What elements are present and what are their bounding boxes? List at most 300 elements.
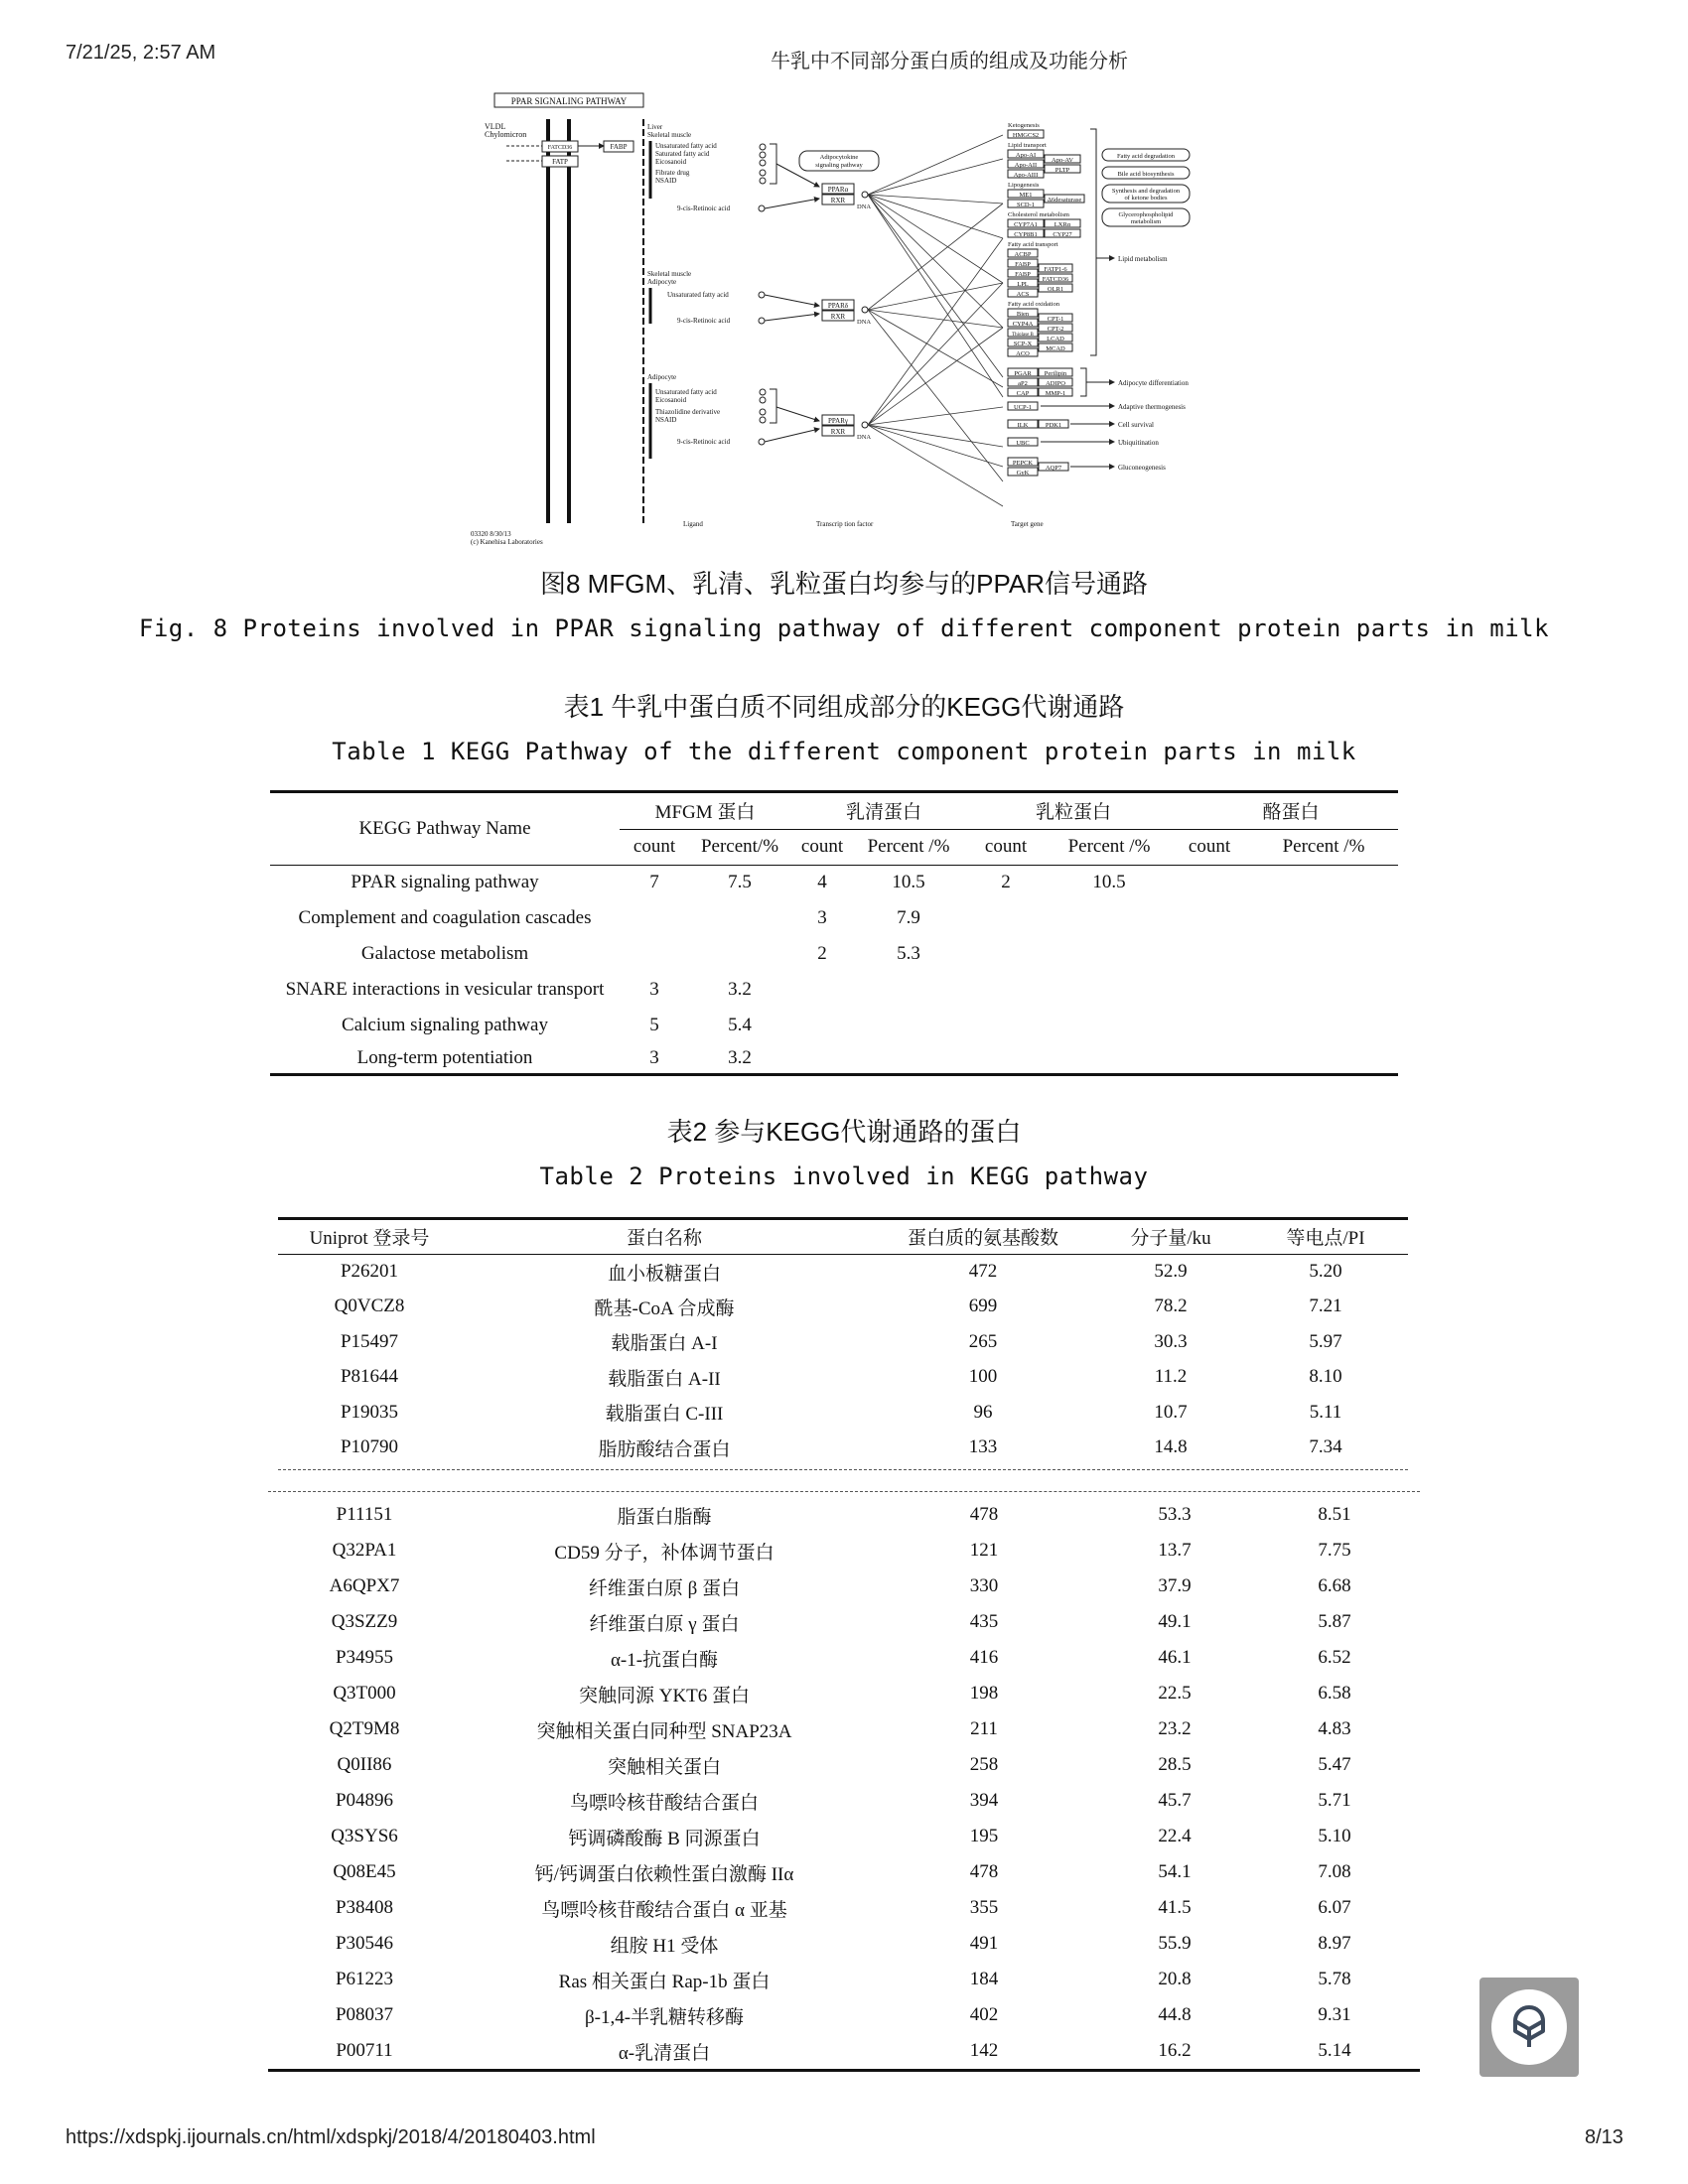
svg-text:Eicosanoid: Eicosanoid <box>655 396 687 404</box>
svg-text:DNA: DNA <box>857 204 872 210</box>
table1-sub-percent: Percent /% <box>1067 836 1151 857</box>
table-cell: 纤维蛋白原 γ 蛋白 <box>589 1613 740 1635</box>
table-cell: 4 <box>817 872 827 893</box>
table1-sub-count: count <box>984 836 1028 857</box>
table-cell: 20.8 <box>1158 1969 1192 1989</box>
table-cell <box>1249 1043 1398 1073</box>
table-cell: P30546 <box>335 1933 394 1954</box>
table-row <box>268 1783 1420 1819</box>
svg-text:SCD-1: SCD-1 <box>1016 202 1036 208</box>
table-cell: P11151 <box>336 1504 393 1525</box>
openai-logo-icon[interactable] <box>1479 1978 1579 2077</box>
svg-text:Apo-AIII: Apo-AIII <box>1013 172 1039 179</box>
page-title: 牛乳中不同部分蛋白质的组成及功能分析 <box>771 51 1128 72</box>
table-cell: 52.9 <box>1154 1261 1188 1282</box>
pathway-name: Galactose metabolism <box>360 943 529 964</box>
table-cell: 载脂蛋白 A-I <box>611 1333 718 1355</box>
table1-group-mfgm: MFGM 蛋白 <box>620 793 790 829</box>
table-cell: 37.9 <box>1158 1575 1192 1596</box>
table-cell <box>790 1008 854 1043</box>
svg-text:DNA: DNA <box>857 434 872 441</box>
table-cell: P15497 <box>340 1330 399 1352</box>
svg-text:9-cis-Retinoic acid: 9-cis-Retinoic acid <box>677 438 731 446</box>
table1-sub-count: count <box>1188 836 1231 857</box>
table-cell: 211 <box>970 1718 998 1739</box>
table-cell <box>1049 1043 1170 1073</box>
svg-text:RXR: RXR <box>830 313 846 321</box>
svg-text:NSAID: NSAID <box>655 416 677 424</box>
table-cell: 载脂蛋白 C-III <box>605 1404 724 1426</box>
table-cell: 54.1 <box>1158 1861 1192 1882</box>
table-cell: 5.20 <box>1309 1261 1342 1282</box>
table-cell: 22.5 <box>1158 1683 1192 1704</box>
table-cell <box>689 900 790 936</box>
table-cell: 53.3 <box>1158 1504 1192 1525</box>
svg-text:VLDL: VLDL <box>485 122 506 131</box>
svg-text:Adipocyte: Adipocyte <box>647 278 677 286</box>
svg-text:Cholesterol metabolism: Cholesterol metabolism <box>1008 211 1069 218</box>
table-cell <box>854 972 963 1008</box>
table-cell: 44.8 <box>1158 2004 1192 2025</box>
table-row <box>268 2033 1420 2069</box>
table-cell: 突触同源 YKT6 蛋白 <box>578 1685 751 1706</box>
svg-text:PPARδ: PPARδ <box>827 302 849 310</box>
svg-text:FATCD36: FATCD36 <box>547 145 573 151</box>
table-row <box>268 1819 1420 1854</box>
svg-text:CYP4A: CYP4A <box>1012 321 1034 328</box>
table-row <box>268 1997 1420 2033</box>
table-row <box>278 1254 1408 1290</box>
table-cell: 3 <box>649 979 659 1000</box>
svg-text:FATP: FATP <box>552 158 568 166</box>
svg-text:HMGCS2: HMGCS2 <box>1012 132 1040 139</box>
table-cell: 酰基-CoA 合成酶 <box>594 1297 735 1319</box>
table2-caption-cn: 表2 参与KEGG代谢通路的蛋白 <box>666 1117 1022 1147</box>
svg-text:OLR1: OLR1 <box>1047 286 1064 293</box>
table-cell <box>963 900 1049 936</box>
table-cell: 258 <box>969 1754 999 1775</box>
table-cell: 13.7 <box>1158 1540 1192 1561</box>
svg-text:NSAID: NSAID <box>655 177 677 185</box>
svg-text:ME1: ME1 <box>1019 192 1033 199</box>
svg-text:CPT-2: CPT-2 <box>1047 326 1064 333</box>
table-cell: P81644 <box>340 1366 399 1388</box>
svg-text:Transcrip tion factor: Transcrip tion factor <box>816 520 874 528</box>
table-cell: P10790 <box>340 1436 399 1458</box>
table-cell: 28.5 <box>1158 1754 1192 1775</box>
svg-text:ADIPO: ADIPO <box>1046 380 1065 387</box>
page-url[interactable]: https://xdspkj.ijournals.cn/html/xdspkj/2018/4/20180403.html <box>66 2126 596 2148</box>
svg-text:GyK: GyK <box>1016 470 1030 477</box>
svg-text:Gluconeogenesis: Gluconeogenesis <box>1118 464 1166 472</box>
table-cell: 鸟嘌呤核苷酸结合蛋白 <box>569 1792 759 1814</box>
ppar-pathway-diagram <box>467 89 1241 556</box>
table-row <box>268 1926 1420 1962</box>
table-cell: 5.47 <box>1318 1754 1351 1775</box>
table1-sub-count: count <box>633 836 676 857</box>
table-cell: 14.8 <box>1154 1436 1188 1458</box>
table-cell: Q3SZZ9 <box>331 1611 398 1632</box>
svg-text:Adipocyte differentiation: Adipocyte differentiation <box>1118 379 1189 387</box>
svg-text:CYP27: CYP27 <box>1053 231 1072 238</box>
svg-text:Target gene: Target gene <box>1011 520 1044 528</box>
table-row <box>268 1890 1420 1926</box>
svg-text:CYP7A1: CYP7A1 <box>1014 221 1038 228</box>
table-cell: 265 <box>968 1330 998 1352</box>
table-cell: P04896 <box>335 1790 394 1811</box>
svg-text:Adipocyte: Adipocyte <box>647 373 677 381</box>
table-cell <box>1249 972 1398 1008</box>
svg-text:ACS: ACS <box>1016 291 1030 298</box>
table-cell: 41.5 <box>1158 1897 1192 1918</box>
table-cell: 脂蛋白脂酶 <box>617 1506 712 1528</box>
table2-header-uniprot: Uniprot 登录号 <box>309 1228 430 1250</box>
figure-caption-en: Fig. 8 Proteins involved in PPAR signaling pathway of different component protein parts in milk <box>138 614 1550 642</box>
table-row <box>268 1604 1420 1640</box>
table-row <box>270 900 1398 936</box>
table-cell: 11.2 <box>1154 1366 1188 1388</box>
svg-text:LPL: LPL <box>1017 281 1029 288</box>
svg-text:Perilipin: Perilipin <box>1044 370 1067 377</box>
svg-text:ACO: ACO <box>1016 350 1030 357</box>
table-cell: α-1-抗蛋白酶 <box>610 1649 719 1671</box>
svg-text:Unsaturated fatty acid: Unsaturated fatty acid <box>667 291 729 299</box>
table-cell: 195 <box>969 1826 999 1846</box>
table-cell: 8.97 <box>1318 1933 1351 1954</box>
table-cell: 组胺 H1 受体 <box>610 1935 719 1957</box>
table-row <box>268 1711 1420 1747</box>
table-cell: 3.2 <box>728 1047 752 1068</box>
table-cell: Q08E45 <box>333 1861 396 1882</box>
table-cell <box>1249 865 1398 900</box>
table-cell: Ras 相关蛋白 Rap-1b 蛋白 <box>558 1971 771 1992</box>
table-cell: 30.3 <box>1154 1330 1188 1352</box>
table-cell <box>963 1043 1049 1073</box>
table-cell <box>1170 865 1249 900</box>
table2-continued <box>268 1497 1420 2072</box>
table-cell: 491 <box>969 1933 999 1954</box>
page-seam <box>268 1491 1420 1492</box>
svg-text:SCP-X: SCP-X <box>1013 341 1033 347</box>
table1-sub-percent: Percent /% <box>1282 836 1365 857</box>
table-cell: 5.3 <box>897 943 920 964</box>
pathway-name: PPAR signaling pathway <box>351 872 539 893</box>
table-cell: 55.9 <box>1158 1933 1192 1954</box>
table-cell: 46.1 <box>1158 1647 1192 1668</box>
table1-caption-en: Table 1 KEGG Pathway of the different component protein parts in milk <box>332 738 1356 765</box>
table-row <box>278 1324 1408 1360</box>
table-row <box>268 1497 1420 1533</box>
svg-text:Lipid metabolism: Lipid metabolism <box>1118 255 1168 263</box>
table-cell: 钙调磷酸酶 B 同源蛋白 <box>568 1828 761 1849</box>
svg-text:of ketone bodies: of ketone bodies <box>1124 195 1168 202</box>
table-cell: P00711 <box>336 2040 393 2061</box>
svg-text:UCP-1: UCP-1 <box>1013 404 1033 411</box>
table-cell: 100 <box>968 1366 998 1388</box>
table-cell: 突触相关蛋白同种型 SNAP23A <box>536 1720 792 1742</box>
table1-sub-count: count <box>800 836 844 857</box>
svg-text:CAP: CAP <box>1016 390 1030 397</box>
table-cell: P38408 <box>335 1897 394 1918</box>
table-row <box>268 1533 1420 1569</box>
table-row <box>278 1360 1408 1396</box>
table-cell: 3 <box>649 1047 659 1068</box>
table-row <box>270 1008 1398 1043</box>
table-row <box>268 1676 1420 1711</box>
table-cell <box>620 936 689 972</box>
pathway-name: SNARE interactions in vesicular transport <box>285 979 605 1000</box>
svg-text:Skeletal muscle: Skeletal muscle <box>647 131 692 139</box>
table-cell: 钙/钙调蛋白依赖性蛋白激酶 IIα <box>534 1863 794 1885</box>
table-cell: α-乳清蛋白 <box>618 2042 711 2064</box>
svg-text:Bien: Bien <box>1016 311 1030 318</box>
table-cell <box>790 972 854 1008</box>
table-cell: 198 <box>969 1683 999 1704</box>
table-cell: 2 <box>1001 872 1011 893</box>
table-cell <box>1170 1043 1249 1073</box>
table-cell: 7.5 <box>728 872 752 893</box>
svg-text:UBC: UBC <box>1016 440 1030 447</box>
svg-text:FATP1-6: FATP1-6 <box>1044 266 1067 273</box>
print-datetime: 7/21/25, 2:57 AM <box>66 42 216 64</box>
table-cell: 5.78 <box>1318 1969 1351 1989</box>
svg-text:PPARα: PPARα <box>827 186 849 194</box>
table-cell: Q0VCZ8 <box>334 1296 405 1317</box>
svg-text:MMP-1: MMP-1 <box>1045 390 1066 397</box>
table1-group-casein: 酪蛋白 <box>1170 793 1398 829</box>
table-cell: 142 <box>969 2040 999 2061</box>
table-cell <box>1049 936 1170 972</box>
table-cell: 10.7 <box>1154 1401 1188 1423</box>
svg-text:Adipocytokine: Adipocytokine <box>819 154 859 161</box>
pathway-name: Long-term potentiation <box>356 1047 533 1068</box>
table-cell: β-1,4-半乳糖转移酶 <box>584 2006 745 2028</box>
svg-text:Lipogenesis: Lipogenesis <box>1008 182 1040 189</box>
table-cell: 416 <box>969 1647 999 1668</box>
pathway-name: Calcium signaling pathway <box>342 1015 548 1035</box>
table-cell: 10.5 <box>892 872 925 893</box>
table-cell: 血小板糖蛋白 <box>607 1263 721 1285</box>
table-cell: P61223 <box>335 1969 394 1989</box>
table-cell <box>1170 900 1249 936</box>
svg-text:LXRα: LXRα <box>1054 221 1071 228</box>
table-cell <box>1249 936 1398 972</box>
table-cell: 5.4 <box>728 1015 752 1035</box>
table1 <box>270 790 1398 1076</box>
table-cell: 5.71 <box>1318 1790 1351 1811</box>
table-row <box>278 1395 1408 1431</box>
table-row <box>268 1962 1420 1997</box>
table-cell: 载脂蛋白 A-II <box>608 1368 721 1390</box>
svg-text:Δ6desaturase: Δ6desaturase <box>1047 197 1082 204</box>
svg-text:Chylomicron: Chylomicron <box>485 130 527 139</box>
table-cell <box>1170 972 1249 1008</box>
page-number: 8/13 <box>1585 2126 1623 2148</box>
table-cell: 10.5 <box>1092 872 1126 893</box>
page-seam <box>278 1469 1408 1470</box>
table-cell: 6.58 <box>1318 1683 1351 1704</box>
table-cell: 5.10 <box>1318 1826 1351 1846</box>
table-cell: 121 <box>969 1540 999 1561</box>
table-cell: 435 <box>969 1611 999 1632</box>
svg-text:AQP7: AQP7 <box>1045 465 1062 472</box>
table-cell: Q0II86 <box>337 1754 392 1775</box>
svg-text:Fatty acid degradation: Fatty acid degradation <box>1116 153 1176 160</box>
table-cell <box>1249 1008 1398 1043</box>
table-cell: 7.75 <box>1318 1540 1351 1561</box>
table-cell: 478 <box>969 1861 999 1882</box>
table-cell <box>620 900 689 936</box>
svg-text:Skeletal muscle: Skeletal muscle <box>647 270 692 278</box>
table-cell: 7 <box>649 872 659 893</box>
table-row <box>268 1569 1420 1604</box>
table-cell: Q32PA1 <box>332 1540 397 1561</box>
table-row <box>270 1043 1398 1073</box>
table2-header-name: 蛋白名称 <box>626 1228 702 1250</box>
table-cell: 133 <box>968 1436 998 1458</box>
figure-caption-cn: 图8 MFGM、乳清、乳粒蛋白均参与的PPAR信号通路 <box>540 569 1148 599</box>
table-cell <box>854 1008 963 1043</box>
table1-sub-percent: Percent/% <box>700 836 779 857</box>
svg-text:Apo-AV: Apo-AV <box>1052 157 1073 164</box>
table-cell <box>963 972 1049 1008</box>
svg-text:Apo-AI: Apo-AI <box>1015 152 1037 159</box>
table2-caption-en: Table 2 Proteins involved in KEGG pathway <box>539 1162 1149 1190</box>
table-cell: 鸟嘌呤核苷酸结合蛋白 α 亚基 <box>541 1899 787 1921</box>
table-cell: 9.31 <box>1318 2004 1351 2025</box>
table-cell: P34955 <box>335 1647 394 1668</box>
table-cell: 8.10 <box>1309 1366 1342 1388</box>
svg-text:Ubiquitination: Ubiquitination <box>1118 439 1159 447</box>
table-cell: 6.07 <box>1318 1897 1351 1918</box>
table-cell <box>1170 936 1249 972</box>
table-cell: 45.7 <box>1158 1790 1192 1811</box>
svg-text:PGAR: PGAR <box>1014 370 1032 377</box>
svg-text:metabolism: metabolism <box>1130 218 1162 225</box>
svg-text:Ligand: Ligand <box>683 520 703 528</box>
table1-sub-percent: Percent /% <box>867 836 950 857</box>
table-cell <box>963 936 1049 972</box>
svg-text:Bile acid biosynthesis: Bile acid biosynthesis <box>1117 171 1175 178</box>
svg-text:RXR: RXR <box>830 428 846 436</box>
table2-header-pi: 等电点/PI <box>1286 1228 1365 1250</box>
table-cell <box>1049 900 1170 936</box>
diagram-title: PPAR SIGNALING PATHWAY <box>510 96 628 106</box>
svg-text:DNA: DNA <box>857 319 872 326</box>
svg-text:PLTP: PLTP <box>1055 167 1070 174</box>
table-cell: 402 <box>969 2004 999 2025</box>
table-cell: 5 <box>649 1015 659 1035</box>
knot-icon <box>1501 1999 1557 2055</box>
table-cell: 脂肪酸结合蛋白 <box>598 1438 731 1460</box>
svg-text:FABP: FABP <box>1015 271 1031 278</box>
svg-text:LCAD: LCAD <box>1047 336 1064 342</box>
svg-text:03320 8/30/13: 03320 8/30/13 <box>471 530 511 538</box>
pathway-name: Complement and coagulation cascades <box>298 907 592 928</box>
table-cell <box>1170 1008 1249 1043</box>
svg-text:CYP8B1: CYP8B1 <box>1014 231 1038 238</box>
table-cell: 5.87 <box>1318 1611 1351 1632</box>
table-cell <box>790 1043 854 1073</box>
table-row <box>268 1747 1420 1783</box>
table-cell: 3.2 <box>728 979 752 1000</box>
table-row <box>270 865 1398 900</box>
table-cell: 5.11 <box>1309 1401 1342 1423</box>
svg-text:CPT-1: CPT-1 <box>1047 316 1064 323</box>
table-cell: Q3T000 <box>333 1683 396 1704</box>
table-cell: 5.97 <box>1309 1330 1342 1352</box>
svg-text:FABP: FABP <box>1015 261 1031 268</box>
svg-text:signaling pathway: signaling pathway <box>815 162 863 169</box>
table-row <box>268 1854 1420 1890</box>
svg-text:PDK1: PDK1 <box>1045 422 1062 429</box>
svg-text:ACBP: ACBP <box>1014 251 1032 258</box>
svg-text:Synthesis and degradation: Synthesis and degradation <box>1111 188 1181 195</box>
table-cell: 7.08 <box>1318 1861 1351 1882</box>
svg-text:RXR: RXR <box>830 197 846 205</box>
table-cell: 纤维蛋白原 β 蛋白 <box>588 1577 741 1599</box>
table-cell: 7.9 <box>897 907 920 928</box>
table-row <box>270 972 1398 1008</box>
table-cell: P26201 <box>340 1261 399 1282</box>
svg-text:Fatty acid transport: Fatty acid transport <box>1008 241 1058 248</box>
table-cell: 6.68 <box>1318 1575 1351 1596</box>
table1-group-granule: 乳粒蛋白 <box>963 793 1170 829</box>
table-cell: 472 <box>968 1261 998 1282</box>
table-cell: Q3SYS6 <box>331 1826 398 1846</box>
table-cell: 478 <box>969 1504 999 1525</box>
table-row <box>268 1640 1420 1676</box>
table2-header-mw: 分子量/ku <box>1130 1228 1211 1250</box>
table-cell: 394 <box>969 1790 999 1811</box>
svg-text:Eicosanoid: Eicosanoid <box>655 158 687 166</box>
table-cell: A6QPX7 <box>329 1575 400 1596</box>
svg-text:Fatty acid oxidation: Fatty acid oxidation <box>1008 301 1059 308</box>
table1-caption-cn: 表1 牛乳中蛋白质不同组成部分的KEGG代谢通路 <box>563 692 1125 722</box>
table1-header-name: KEGG Pathway Name <box>358 817 531 839</box>
table-cell: P08037 <box>335 2004 394 2025</box>
svg-text:Fibrate drug: Fibrate drug <box>655 169 690 177</box>
table-cell: 4.83 <box>1318 1718 1351 1739</box>
table-cell <box>963 1008 1049 1043</box>
table-cell: 2 <box>817 943 827 964</box>
table-cell: CD59 分子，补体调节蛋白 <box>554 1542 774 1564</box>
table-cell: 49.1 <box>1158 1611 1192 1632</box>
table-cell: 184 <box>969 1969 999 1989</box>
svg-text:9-cis-Retinoic acid: 9-cis-Retinoic acid <box>677 205 731 212</box>
svg-text:FABP: FABP <box>610 143 628 151</box>
table-cell <box>1049 1008 1170 1043</box>
table2 <box>278 1217 1408 1465</box>
table-cell: 23.2 <box>1158 1718 1192 1739</box>
table-cell: 5.14 <box>1318 2040 1351 2061</box>
table-cell: 6.52 <box>1318 1647 1351 1668</box>
table-cell: 8.51 <box>1318 1504 1351 1525</box>
table-cell: 96 <box>973 1401 993 1423</box>
svg-text:Adaptive thermogenesis: Adaptive thermogenesis <box>1118 403 1186 411</box>
svg-text:Thiolase B: Thiolase B <box>1012 333 1034 338</box>
svg-text:Unsaturated fatty acid: Unsaturated fatty acid <box>655 388 717 396</box>
table-cell: 22.4 <box>1158 1826 1192 1846</box>
table-cell: 3 <box>817 907 827 928</box>
svg-text:Thiazolidine derivative: Thiazolidine derivative <box>655 408 721 416</box>
svg-text:ILK: ILK <box>1017 422 1029 429</box>
svg-text:aP2: aP2 <box>1018 380 1028 387</box>
table-cell <box>1049 972 1170 1008</box>
svg-text:Apo-AII: Apo-AII <box>1014 162 1038 169</box>
svg-text:Glycerophospholipid: Glycerophospholipid <box>1118 211 1174 218</box>
svg-text:Saturated fatty acid: Saturated fatty acid <box>655 150 710 158</box>
